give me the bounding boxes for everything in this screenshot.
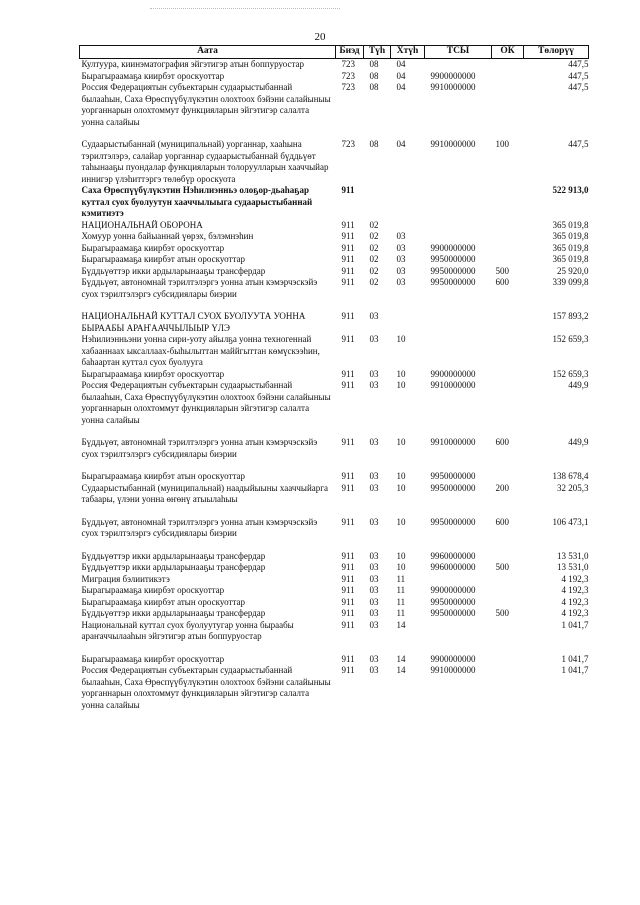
row-tuh-code: 03 bbox=[369, 516, 379, 527]
row-amount: 365 019,8 bbox=[552, 254, 589, 264]
table-row bbox=[80, 665, 589, 711]
row-name: Судаарыстыбаннай (муниципальнай) уорганнар, хааһына тэрилтэлэрэ, салайар уорганнар судаарыстыбаннай бүддьүөт таһынааҕы пуондалар функцияларын толоруулларын хааччыйар иннигэр үлэһиттэргэ төлөбүр ороскуота bbox=[81, 139, 329, 184]
table-row bbox=[80, 59, 589, 71]
table-body bbox=[80, 59, 589, 712]
row-spacer bbox=[80, 426, 589, 437]
row-tsy-code: 9950000000 bbox=[430, 277, 476, 287]
row-biyed-code: 911 bbox=[341, 380, 355, 390]
row-amount: 365 019,8 bbox=[552, 219, 589, 230]
row-tuh-code: 08 bbox=[369, 59, 379, 69]
row-biyed-code: 911 bbox=[341, 277, 355, 287]
row-biyed-code: 911 bbox=[341, 482, 355, 493]
row-name: Бырагыраамаҕа киирбэт ороскуоттар bbox=[81, 242, 225, 253]
row-name: Култуура, киинэматография эйгэтигэр атын боппуруостар bbox=[81, 59, 304, 69]
table-row bbox=[80, 369, 589, 381]
row-khtuh-code bbox=[391, 311, 425, 334]
row-tsy-code: 9900000000 bbox=[430, 242, 476, 253]
row-tuh-code: 03 bbox=[369, 437, 379, 447]
row-biyed-code: 911 bbox=[341, 254, 355, 264]
row-tuh-code: 08 bbox=[369, 82, 379, 92]
row-ok-code bbox=[492, 551, 524, 563]
row-tuh-code: 03 bbox=[369, 619, 379, 630]
header-amount: Төлорүү bbox=[524, 46, 589, 59]
row-name: Бүддьүөт, автономнай тэрилтэлэргэ уонна атын кэмэрчэскэйэ суох тэрилтэлэргэ субсидиялары биэрии bbox=[81, 277, 318, 299]
row-amount: 1 041,7 bbox=[561, 653, 589, 664]
table-row bbox=[80, 654, 589, 666]
row-khtuh-code: 03 bbox=[396, 242, 406, 253]
row-ok-code: 500 bbox=[495, 562, 509, 572]
row-amount: 106 473,1 bbox=[552, 516, 589, 527]
row-tuh-code: 08 bbox=[369, 70, 379, 81]
row-name: Нэһилиэнньэни уонна сири-уоту айылҕа уонна техногеннай хабааннаах ыксаллаах-быһылыттан маййгыттан көмүскээһин, баһаартан куттал суох буолууга bbox=[81, 334, 320, 367]
row-ok-code bbox=[492, 471, 524, 483]
row-tsy-code: 9950000000 bbox=[430, 254, 476, 264]
row-biyed-code: 911 bbox=[341, 585, 355, 595]
row-biyed-code: 911 bbox=[341, 368, 355, 379]
row-tsy-code bbox=[425, 185, 492, 220]
row-tuh-code: 02 bbox=[369, 219, 379, 230]
row-tuh-code: 03 bbox=[369, 665, 379, 675]
row-biyed-code: 911 bbox=[341, 608, 355, 618]
row-khtuh-code: 10 bbox=[396, 471, 406, 481]
row-ok-code bbox=[492, 654, 524, 666]
table-row bbox=[80, 220, 589, 232]
row-ok-code bbox=[492, 71, 524, 83]
table-row bbox=[80, 71, 589, 83]
row-khtuh-code: 03 bbox=[396, 265, 406, 276]
row-khtuh-code: 10 bbox=[396, 516, 406, 527]
row-khtuh-code bbox=[391, 220, 425, 232]
row-ok-code: 600 bbox=[495, 516, 509, 527]
row-khtuh-code: 03 bbox=[396, 254, 406, 264]
row-tuh-code: 03 bbox=[369, 311, 379, 321]
row-name: Россия Федерациятын субъектарын судаарыстыбаннай былааһын, Саха Өрөспүүбүлүкэтин олохтоох бэйэни салайыныы уорганнарын олохтоммут функцияларын эйгэтигэр салалта уонна салайыы bbox=[81, 380, 331, 425]
row-ok-code bbox=[492, 574, 524, 586]
row-name: Бүддьүөттэр икки ардыларынааҕы трансфердар bbox=[81, 608, 266, 618]
row-name: Хомуур уонна байыаннай үөрэх, бэлэмнэһин bbox=[81, 231, 254, 241]
row-khtuh-code: 10 bbox=[396, 368, 406, 379]
row-amount: 25 920,0 bbox=[557, 265, 589, 276]
row-tsy-code: 9960000000 bbox=[430, 562, 476, 572]
row-biyed-code: 911 bbox=[341, 573, 355, 584]
row-tsy-code: 9900000000 bbox=[430, 368, 476, 379]
row-tuh-code: 03 bbox=[369, 471, 379, 481]
row-biyed-code: 911 bbox=[341, 562, 355, 572]
row-amount: 447,5 bbox=[568, 59, 589, 69]
table-row bbox=[80, 471, 589, 483]
row-amount: 13 531,0 bbox=[557, 562, 589, 572]
table-header bbox=[80, 46, 589, 59]
row-tuh-code: 03 bbox=[369, 573, 379, 584]
row-name: Бүддьүөт, автономнай тэрилтэлэргэ уонна атын кэмэрчэскэйэ суох тэрилтэлэргэ субсидиялары биэрии bbox=[81, 516, 318, 538]
row-tsy-code: 9950000000 bbox=[430, 516, 476, 527]
table-row bbox=[80, 82, 589, 128]
row-ok-code bbox=[492, 59, 524, 71]
row-amount: 4 192,3 bbox=[561, 585, 589, 595]
row-name: Бырагыраамаҕа киирбэт ороскуоттар bbox=[81, 368, 225, 379]
row-spacer-cell bbox=[80, 506, 589, 517]
row-tsy-code: 9900000000 bbox=[430, 653, 476, 664]
row-tsy-code bbox=[425, 220, 492, 232]
row-name: Бүддьүөттэр икки ардыларынааҕы трансфердар bbox=[81, 265, 266, 276]
row-khtuh-code: 10 bbox=[396, 482, 406, 493]
table-row bbox=[80, 562, 589, 574]
row-tsy-code bbox=[425, 620, 492, 643]
header-row bbox=[80, 46, 589, 59]
row-ok-code bbox=[492, 311, 524, 334]
header-tsy: ТСЫ bbox=[425, 46, 492, 59]
row-tuh-code: 03 bbox=[369, 653, 379, 664]
row-name: Бырагыраамаҕа киирбэт атын ороскуоттар bbox=[81, 596, 245, 607]
row-biyed-code: 911 bbox=[341, 619, 355, 630]
row-name: Миграция бэлиитикэтэ bbox=[81, 573, 170, 584]
row-amount: 447,5 bbox=[568, 82, 589, 92]
row-spacer-cell bbox=[80, 426, 589, 437]
row-khtuh-code: 11 bbox=[396, 573, 406, 584]
row-tuh-code: 03 bbox=[369, 596, 379, 607]
header-tuh: Түһ bbox=[364, 46, 391, 59]
row-biyed-code: 911 bbox=[341, 219, 355, 230]
table-row bbox=[80, 243, 589, 255]
row-tuh-code: 03 bbox=[369, 585, 379, 595]
row-tuh-code: 02 bbox=[369, 242, 379, 253]
scan-artifact-line bbox=[150, 8, 340, 11]
row-spacer bbox=[80, 506, 589, 517]
row-tsy-code: 9960000000 bbox=[430, 550, 476, 561]
row-biyed-code: 723 bbox=[341, 59, 355, 69]
row-name: Бырагыраамаҕа киирбэт ороскуоттар bbox=[81, 653, 225, 664]
row-ok-code: 100 bbox=[495, 139, 509, 149]
table-row bbox=[80, 620, 589, 643]
row-khtuh-code: 10 bbox=[396, 562, 406, 572]
row-amount: 152 659,3 bbox=[552, 368, 589, 379]
row-amount: 449,9 bbox=[568, 437, 589, 447]
row-name: НАЦИОНАЛЬНАЙ КУТТАЛ СУОХ БУОЛУУТА УОННА БЫРААБЫ АРАҤААЧЧЫЛЫЫР ҮЛЭ bbox=[81, 311, 306, 333]
row-amount: 4 192,3 bbox=[561, 573, 589, 584]
row-tuh-code: 08 bbox=[369, 139, 379, 149]
row-name: Россия Федерациятын субъектарын судаарыстыбаннай былааһын, Саха Өрөспүүбүлүкэтин олохтоох бэйэни салайыныы уорганнарын олохтоммут функцияларын эйгэтигэр салалта уонна салайыы bbox=[81, 82, 331, 127]
row-ok-code: 500 bbox=[495, 608, 509, 618]
row-khtuh-code: 14 bbox=[396, 619, 406, 630]
row-khtuh-code: 11 bbox=[396, 585, 406, 595]
row-tsy-code bbox=[425, 574, 492, 586]
row-biyed-code: 723 bbox=[341, 70, 355, 81]
row-amount: 13 531,0 bbox=[557, 550, 589, 561]
table-row bbox=[80, 585, 589, 597]
row-tsy-code: 9950000000 bbox=[430, 482, 476, 493]
row-ok-code bbox=[492, 185, 524, 220]
row-name: НАЦИОНАЛЬНАЙ ОБОРОНА bbox=[81, 219, 203, 230]
row-spacer-cell bbox=[80, 643, 589, 654]
row-khtuh-code: 10 bbox=[396, 437, 406, 447]
row-amount: 4 192,3 bbox=[561, 596, 589, 607]
row-amount: 522 913,0 bbox=[552, 185, 589, 195]
row-ok-code bbox=[492, 220, 524, 232]
row-khtuh-code: 14 bbox=[396, 665, 406, 675]
row-spacer-cell bbox=[80, 128, 589, 139]
row-biyed-code: 911 bbox=[341, 231, 355, 241]
row-spacer bbox=[80, 643, 589, 654]
header-ok: ОК bbox=[492, 46, 524, 59]
row-tuh-code: 02 bbox=[369, 254, 379, 264]
row-ok-code: 600 bbox=[495, 437, 509, 447]
row-biyed-code: 911 bbox=[341, 516, 355, 527]
header-name: Аата bbox=[80, 46, 336, 59]
row-tuh-code: 03 bbox=[369, 334, 379, 344]
row-amount: 152 659,3 bbox=[552, 334, 589, 344]
row-amount: 138 678,4 bbox=[552, 471, 589, 481]
row-name: Бырагыраамаҕа киирбэт ороскуоттар bbox=[81, 585, 225, 595]
row-ok-code: 600 bbox=[495, 277, 509, 287]
row-biyed-code: 911 bbox=[341, 265, 355, 276]
table-row bbox=[80, 334, 589, 369]
row-amount: 447,5 bbox=[568, 70, 589, 81]
table-row bbox=[80, 437, 589, 460]
table-row bbox=[80, 574, 589, 586]
table-row bbox=[80, 266, 589, 278]
row-ok-code bbox=[492, 620, 524, 643]
row-name: Бүддьүөттэр икки ардыларынааҕы трансфердар bbox=[81, 562, 266, 572]
row-khtuh-code: 10 bbox=[396, 334, 406, 344]
row-amount: 32 205,3 bbox=[557, 482, 589, 493]
table-row bbox=[80, 231, 589, 243]
row-spacer bbox=[80, 540, 589, 551]
row-biyed-code: 911 bbox=[341, 311, 355, 321]
row-amount: 1 041,7 bbox=[561, 619, 589, 630]
row-biyed-code: 911 bbox=[341, 334, 355, 344]
row-ok-code bbox=[492, 585, 524, 597]
row-tsy-code bbox=[425, 334, 492, 369]
row-biyed-code: 723 bbox=[341, 139, 355, 149]
row-name: Саха Өрөспүүбүлүкэтин Нэһилиэнньэ олоҕор-дьаһаҕар куттал суох буолуутун хааччылыыга судаарыстыбаннай кэмитиэтэ bbox=[81, 185, 313, 218]
row-amount: 157 893,2 bbox=[552, 311, 589, 321]
row-name: Бүддьүөт, автономнай тэрилтэлэргэ уонна атын кэмэрчэскэйэ суох тэрилтэлэргэ субсидиялары биэрии bbox=[81, 437, 318, 459]
row-spacer-cell bbox=[80, 460, 589, 471]
row-tuh-code: 03 bbox=[369, 562, 379, 572]
row-name: Судаарыстыбаннай (муниципальнай) наадыйыыны хааччыйарга табаары, үлэни уонна өҥөнү атыылаһыы bbox=[81, 482, 328, 504]
row-tsy-code: 9910000000 bbox=[430, 665, 476, 675]
table-row bbox=[80, 185, 589, 220]
row-amount: 449,9 bbox=[568, 380, 589, 390]
table-row bbox=[80, 597, 589, 609]
row-biyed-code: 911 bbox=[341, 471, 355, 481]
row-biyed-code: 911 bbox=[341, 665, 355, 675]
table-row bbox=[80, 483, 589, 506]
row-name: Россия Федерациятын субъектарын судаарыстыбаннай былааһын, Саха Өрөспүүбүлүкэтин олохтоох бэйэни салайыныы уорганнарын олохтоммут функцияларын эйгэтигэр салалта уонна салайыы bbox=[81, 665, 331, 710]
row-tuh-code: 03 bbox=[369, 368, 379, 379]
row-ok-code bbox=[492, 597, 524, 609]
row-tuh-code bbox=[364, 185, 391, 220]
row-biyed-code: 911 bbox=[341, 185, 355, 195]
row-amount: 447,5 bbox=[568, 139, 589, 149]
row-tuh-code: 03 bbox=[369, 380, 379, 390]
row-ok-code bbox=[492, 334, 524, 369]
row-tsy-code: 9950000000 bbox=[430, 265, 476, 276]
row-ok-code bbox=[492, 380, 524, 426]
row-spacer-cell bbox=[80, 540, 589, 551]
table-row bbox=[80, 517, 589, 540]
row-amount: 339 099,8 bbox=[552, 277, 589, 287]
row-ok-code bbox=[492, 243, 524, 255]
header-biyed: Биэд bbox=[336, 46, 364, 59]
row-khtuh-code: 10 bbox=[396, 550, 406, 561]
table-row bbox=[80, 380, 589, 426]
row-khtuh-code: 04 bbox=[396, 139, 406, 149]
row-ok-code bbox=[492, 254, 524, 266]
row-name: Национальнай куттал суох буолуутугар уонна быраабы араҥаччылааһын эйгэтигэр атын боппуруостар bbox=[81, 619, 294, 641]
header-khtuh: Хтүһ bbox=[391, 46, 425, 59]
row-khtuh-code: 04 bbox=[396, 59, 406, 69]
row-name: Бырагыраамаҕа киирбэт атын ороскуоттар bbox=[81, 471, 245, 481]
page-number: 20 bbox=[314, 31, 326, 43]
row-ok-code bbox=[492, 369, 524, 381]
row-tsy-code bbox=[425, 311, 492, 334]
row-biyed-code: 911 bbox=[341, 242, 355, 253]
row-tsy-code: 9950000000 bbox=[430, 596, 476, 607]
row-tsy-code: 9910000000 bbox=[430, 82, 476, 92]
row-khtuh-code: 11 bbox=[396, 608, 406, 618]
row-khtuh-code: 04 bbox=[396, 82, 406, 92]
row-biyed-code: 723 bbox=[341, 82, 355, 92]
table-row bbox=[80, 254, 589, 266]
row-tsy-code: 9910000000 bbox=[430, 437, 476, 447]
row-tuh-code: 03 bbox=[369, 550, 379, 561]
row-tsy-code: 9900000000 bbox=[430, 585, 476, 595]
row-tsy-code: 9910000000 bbox=[430, 139, 476, 149]
row-tsy-code: 9950000000 bbox=[430, 608, 476, 618]
row-name: Бырагыраамаҕа киирбэт ороскуоттар bbox=[81, 70, 225, 81]
row-ok-code: 200 bbox=[495, 482, 509, 493]
row-name: Бырагыраамаҕа киирбэт атын ороскуоттар bbox=[81, 254, 245, 264]
row-tsy-code: 9910000000 bbox=[430, 380, 476, 390]
row-biyed-code: 911 bbox=[341, 596, 355, 607]
row-spacer bbox=[80, 128, 589, 139]
row-ok-code bbox=[492, 82, 524, 128]
table-row bbox=[80, 277, 589, 300]
row-spacer bbox=[80, 300, 589, 311]
budget-table-container bbox=[79, 45, 588, 711]
row-tuh-code: 03 bbox=[369, 482, 379, 493]
row-khtuh-code: 11 bbox=[396, 596, 406, 607]
row-biyed-code: 911 bbox=[341, 653, 355, 664]
row-tsy-code: 9900000000 bbox=[430, 70, 476, 81]
row-khtuh-code bbox=[391, 185, 425, 220]
row-khtuh-code: 03 bbox=[396, 231, 406, 241]
row-tsy-code bbox=[425, 59, 492, 71]
row-khtuh-code: 10 bbox=[396, 380, 406, 390]
budget-table bbox=[79, 45, 589, 711]
row-tuh-code: 02 bbox=[369, 265, 379, 276]
row-tsy-code bbox=[425, 231, 492, 243]
row-ok-code: 500 bbox=[495, 265, 509, 276]
row-khtuh-code: 04 bbox=[396, 70, 406, 81]
row-tuh-code: 02 bbox=[369, 231, 379, 241]
row-amount: 365 019,8 bbox=[552, 231, 589, 241]
row-spacer-cell bbox=[80, 300, 589, 311]
table-row bbox=[80, 311, 589, 334]
row-biyed-code: 911 bbox=[341, 550, 355, 561]
row-amount: 4 192,3 bbox=[561, 608, 589, 618]
row-name: Бүддьүөттэр икки ардыларынааҕы трансфердар bbox=[81, 550, 266, 561]
table-row bbox=[80, 551, 589, 563]
row-tsy-code: 9950000000 bbox=[430, 471, 476, 481]
row-biyed-code: 911 bbox=[341, 437, 355, 447]
row-ok-code bbox=[492, 231, 524, 243]
table-row bbox=[80, 608, 589, 620]
row-amount: 1 041,7 bbox=[561, 665, 589, 675]
table-row bbox=[80, 139, 589, 185]
row-spacer bbox=[80, 460, 589, 471]
row-khtuh-code: 14 bbox=[396, 653, 406, 664]
row-ok-code bbox=[492, 665, 524, 711]
row-tuh-code: 03 bbox=[369, 608, 379, 618]
row-khtuh-code: 03 bbox=[396, 277, 406, 287]
row-tuh-code: 02 bbox=[369, 277, 379, 287]
row-amount: 365 019,8 bbox=[552, 242, 589, 253]
